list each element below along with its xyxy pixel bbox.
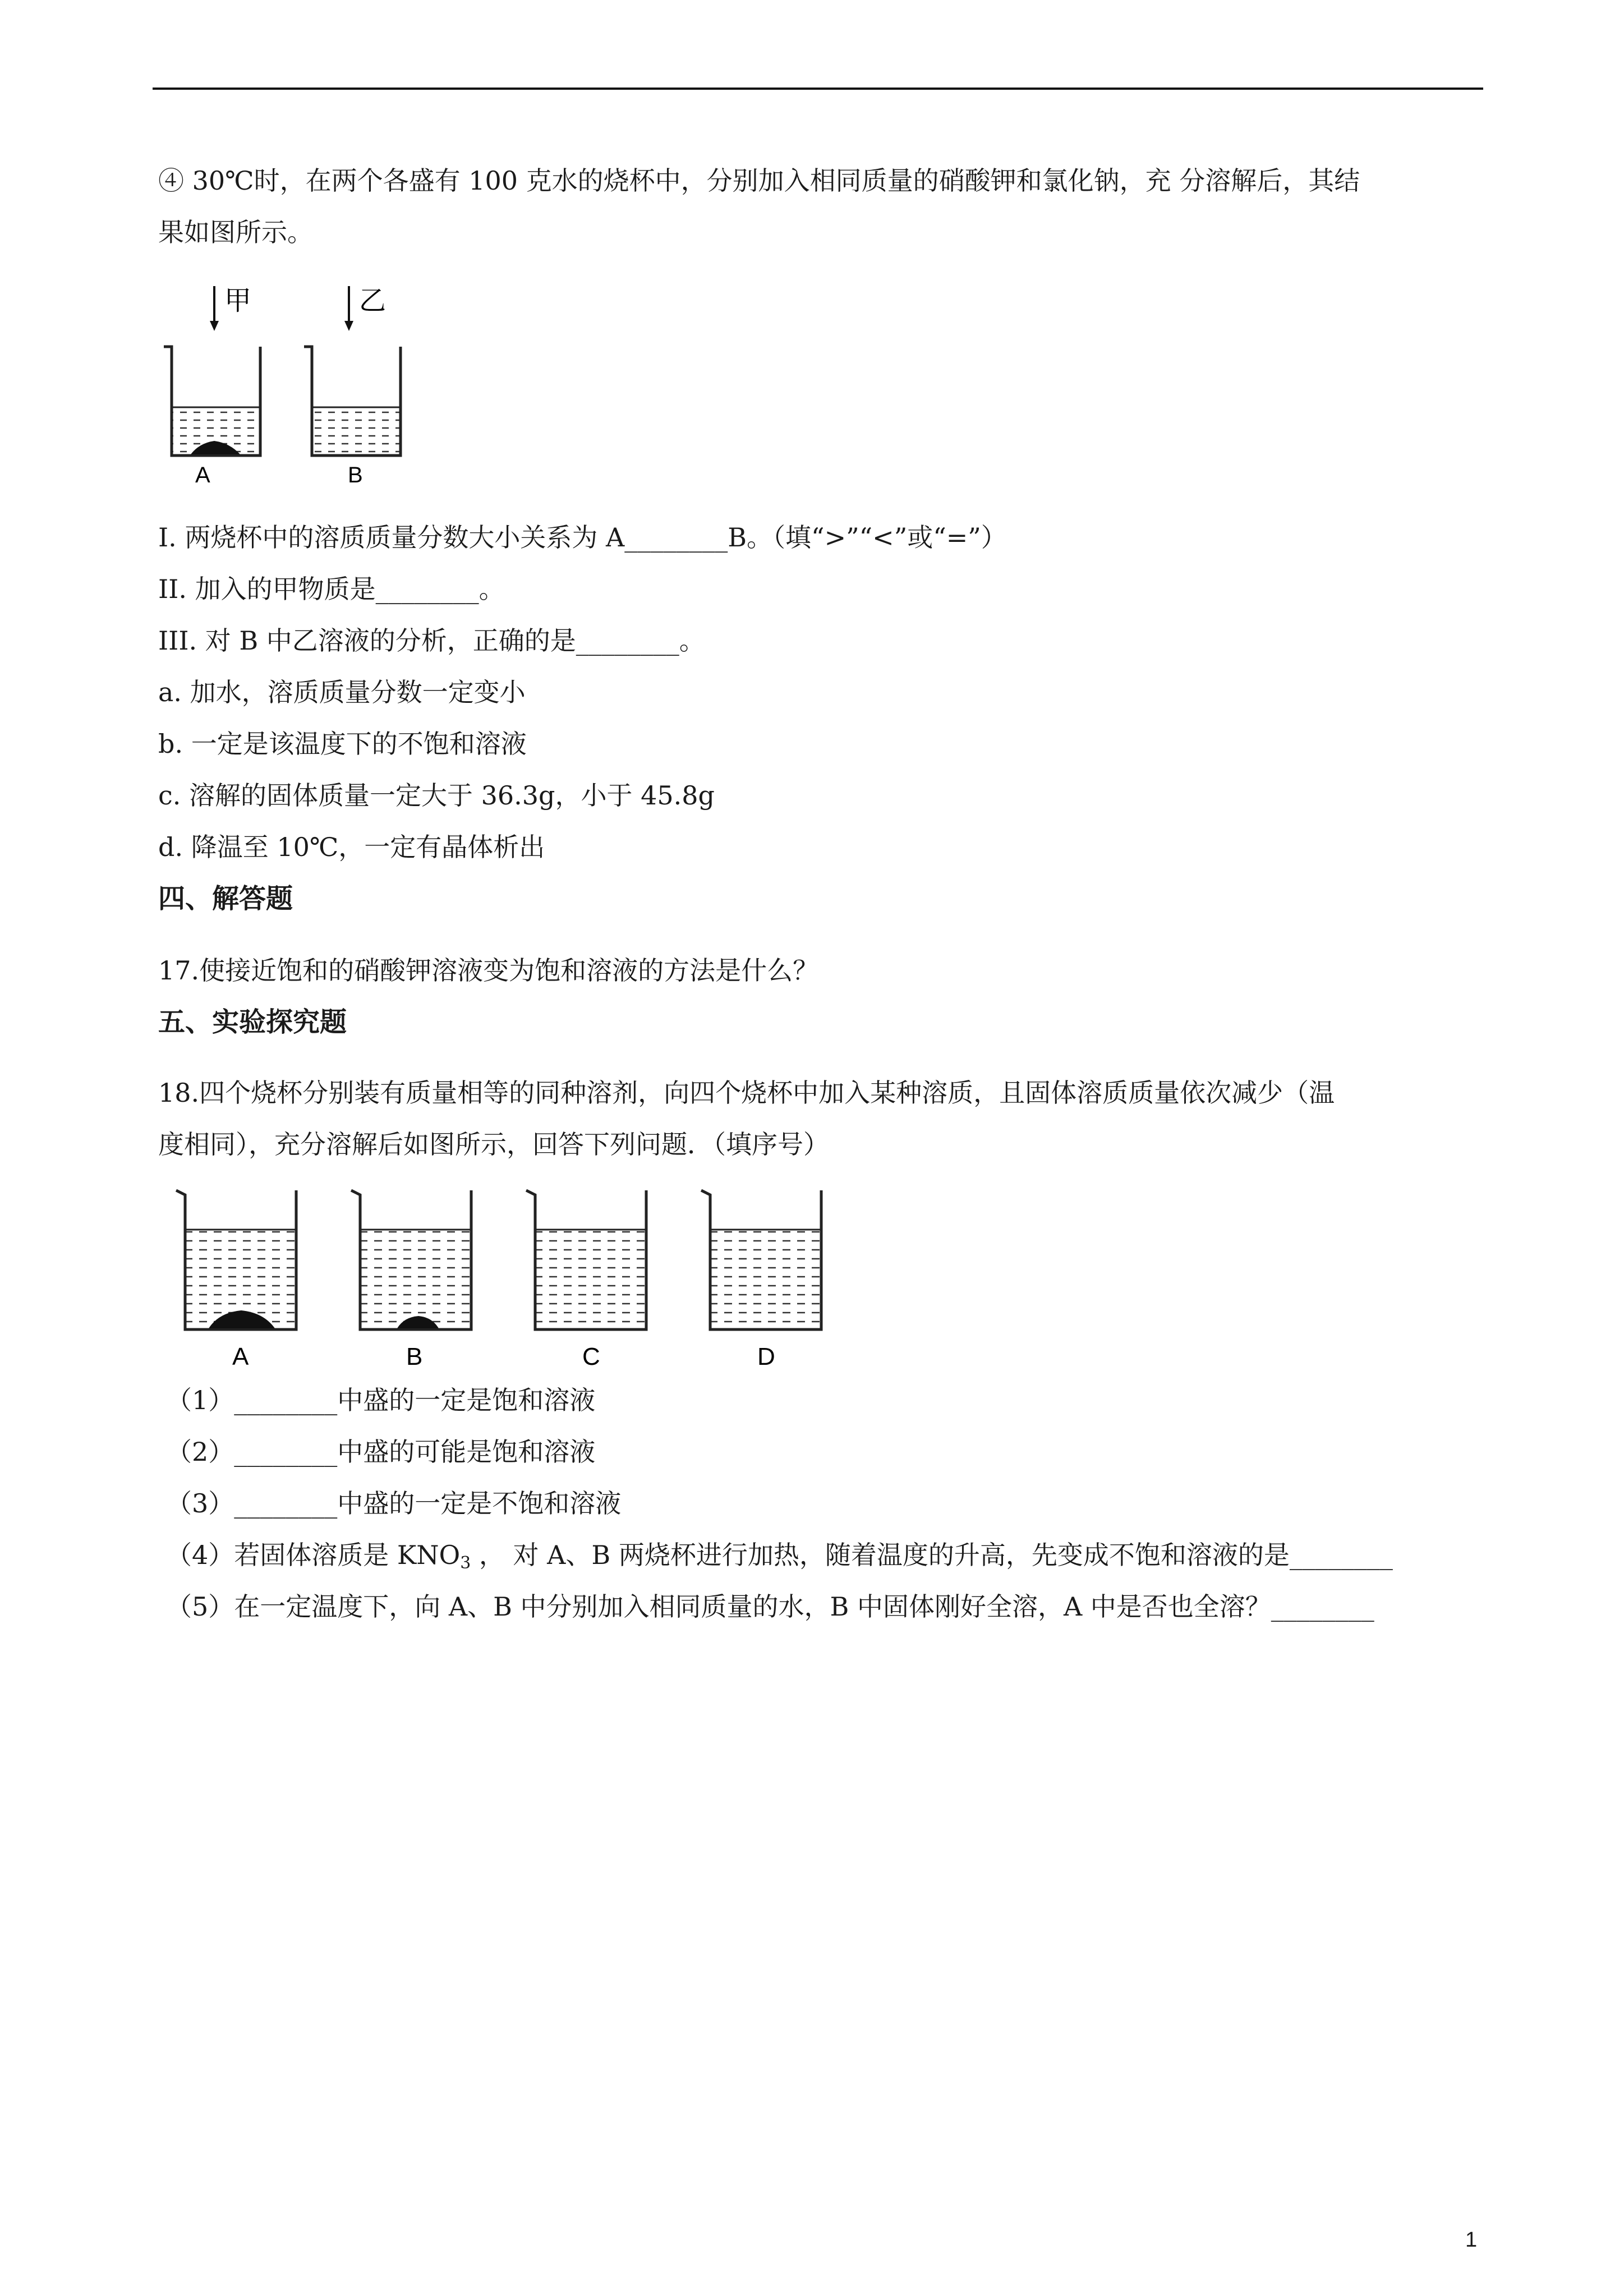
q16-line2: 果如图所示。	[158, 217, 313, 247]
arrow-b-icon	[344, 286, 353, 331]
q16-item-ii: II. 加入的甲物质是________。	[158, 574, 505, 604]
q18-part-2: （2）________中盛的可能是饱和溶液	[166, 1437, 596, 1467]
beaker-b	[351, 1190, 471, 1329]
q18-part-5: （5）在一定温度下，向 A、B 中分别加入相同质量的水，B 中固体刚好全溶，A 中是否也全溶？________	[166, 1591, 1374, 1622]
beaker-c-label: C	[582, 1343, 600, 1370]
q18-line1: 18.四个烧杯分别装有质量相等的同种溶剂，向四个烧杯中加入某种溶质，且固体溶质质量依次减少（温	[158, 1078, 1335, 1108]
header-rule	[153, 88, 1483, 90]
arrow-a-icon	[210, 286, 219, 331]
q16-item-iii: III. 对 B 中乙溶液的分析，正确的是________。	[158, 625, 705, 656]
beaker-d-label: D	[757, 1343, 775, 1370]
q18-part-1: （1）________中盛的一定是饱和溶液	[166, 1385, 596, 1415]
q16-item-i: I. 两烧杯中的溶质质量分数大小关系为 A________B。（填“>”“<”或“=”）	[158, 522, 1007, 553]
q16-option-a: a. 加水，溶质质量分数一定变小	[158, 677, 526, 707]
beaker-b-label: B	[348, 463, 363, 487]
beaker-b	[304, 347, 401, 455]
q17-text: 17.使接近饱和的硝酸钾溶液变为饱和溶液的方法是什么？	[158, 955, 819, 986]
q16-option-c: c. 溶解的固体质量一定大于 36.3g，小于 45.8g	[158, 780, 715, 811]
q18-part-3: （3）________中盛的一定是不饱和溶液	[166, 1488, 622, 1519]
beaker-a-label: A	[232, 1343, 249, 1370]
beaker-a	[164, 347, 260, 455]
q18-part-4	[166, 1538, 1393, 1580]
q16-line1: ④ 30℃时，在两个各盛有 100 克水的烧杯中，分别加入相同质量的硝酸钾和氯化钠，充 分溶解后，其结	[158, 165, 1360, 196]
arrow-a-label: 甲	[224, 285, 252, 316]
beaker-a-label: A	[195, 463, 210, 487]
subscript-3: 3	[460, 1553, 471, 1573]
section-5-heading: 五、实验探究题	[158, 1006, 347, 1038]
q18-line2: 度相同），充分溶解后如图所示，回答下列问题．（填序号）	[158, 1129, 829, 1159]
beaker-d	[701, 1190, 821, 1329]
q18-part-4-suffix: ， 对 A、B 两烧杯进行加热，随着温度的升高，先变成不饱和溶液的是________	[471, 1540, 1393, 1570]
beaker-a	[176, 1190, 296, 1329]
beaker-b-label: B	[406, 1343, 423, 1370]
q16-option-d: d. 降温至 10℃，一定有晶体析出	[158, 832, 545, 862]
page-number: 1	[1465, 2228, 1478, 2252]
two-beakers-figure	[151, 275, 421, 494]
q18-part-4-prefix: （4）若固体溶质是 KNO	[166, 1540, 461, 1570]
arrow-b-label: 乙	[359, 285, 387, 316]
four-beakers-figure	[168, 1182, 864, 1373]
q16-option-b: b. 一定是该温度下的不饱和溶液	[158, 729, 527, 759]
beaker-c	[526, 1190, 646, 1329]
section-4-heading: 四、解答题	[158, 883, 293, 914]
